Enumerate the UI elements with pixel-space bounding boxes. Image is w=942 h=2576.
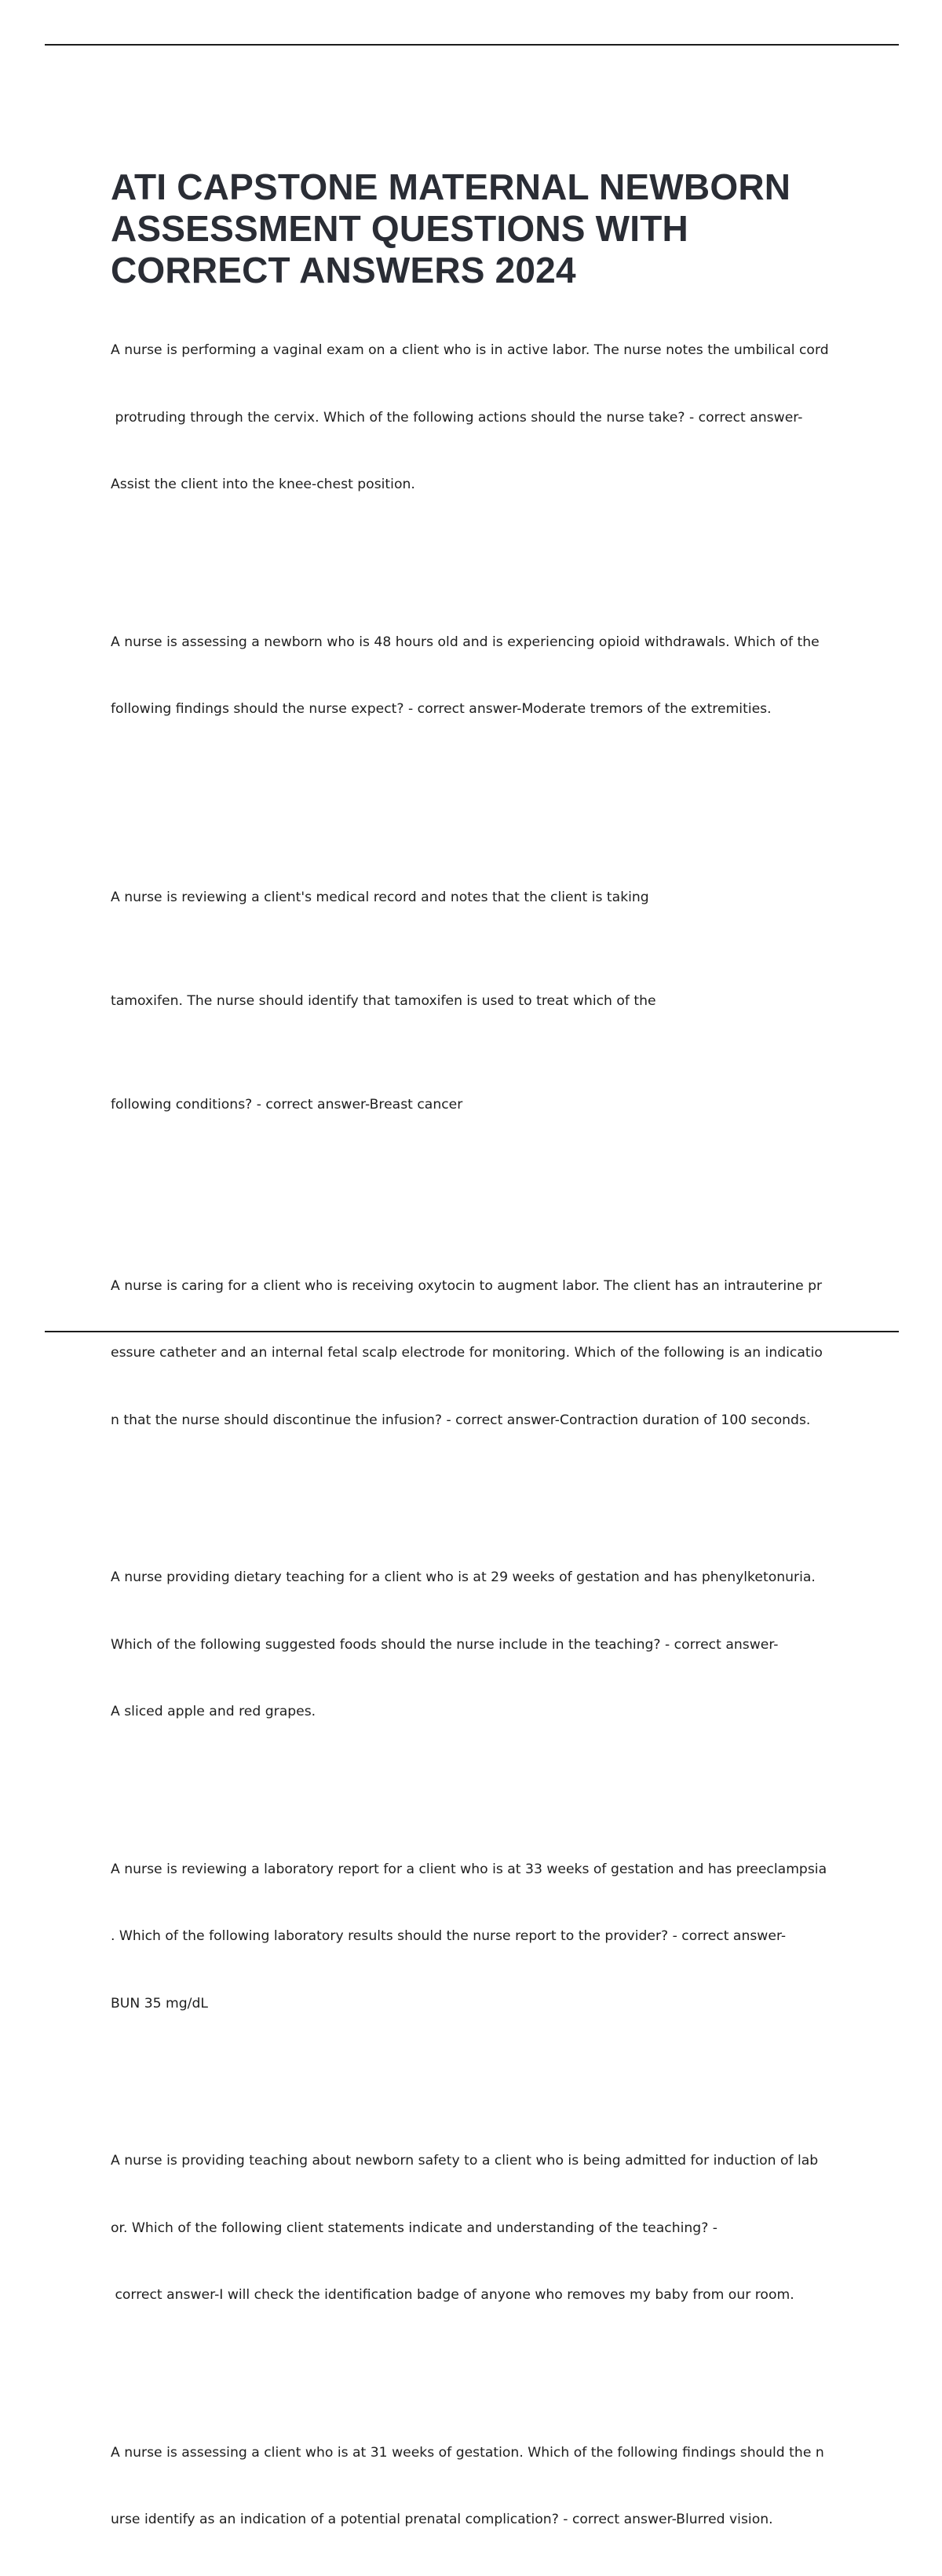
- title-line: ATI CAPSTONE MATERNAL NEWBORN: [111, 166, 791, 207]
- spacer: [111, 2351, 841, 2397]
- qa-line: A nurse is assessing a newborn who is 48 hours old and is experiencing opioid withdrawals. Which of the: [111, 634, 820, 650]
- spacer: [111, 2059, 841, 2105]
- qa-item-1: [111, 294, 841, 541]
- qa-line: Assist the client into the knee-chest position.: [111, 477, 415, 492]
- spacer: [111, 1768, 841, 1814]
- qa-line: following conditions? - correct answer-Breast cancer: [111, 1096, 463, 1113]
- qa-line: tamoxifen. The nurse should identify that tamoxifen is used to treat which of the: [111, 992, 656, 1009]
- title-line: ASSESSMENT QUESTIONS WITH: [111, 208, 688, 249]
- qa-line: following findings should the nurse expect? - correct answer-Moderate tremors of the extremities.: [111, 701, 772, 717]
- qa-line: Which of the following suggested foods should the nurse include in the teaching? - correct answer-: [111, 1636, 779, 1653]
- qa-line: A sliced apple and red grapes.: [111, 1704, 316, 1719]
- qa-line: correct answer-I will check the identification badge of anyone who removes my baby from our room.: [111, 2287, 794, 2303]
- qa-line: A nurse is assessing a client who is at 31 weeks of gestation. Which of the following findings should the n: [111, 2444, 824, 2461]
- document-title: [111, 166, 841, 291]
- qa-line: essure catheter and an internal fetal scalp electrode for monitoring. Which of the following is an indicatio: [111, 1345, 823, 1361]
- spacer: [111, 541, 841, 586]
- qa-line: A nurse providing dietary teaching for a client who is at 29 weeks of gestation and has phenylketonuria.: [111, 1569, 816, 1585]
- qa-item-5: [111, 1522, 841, 1768]
- qa-item-8: [111, 2397, 841, 2576]
- qa-item-7: [111, 2105, 841, 2351]
- qa-line: A nurse is performing a vaginal exam on a client who is in active labor. The nurse notes the umbilical cord: [111, 342, 829, 358]
- qa-line: A nurse is providing teaching about newborn safety to a client who is being admitted for induction of lab: [111, 2153, 819, 2169]
- qa-line: or. Which of the following client statements indicate and understanding of the teaching? -: [111, 2220, 717, 2236]
- qa-item-4: [111, 1230, 841, 1477]
- qa-item-3: [111, 811, 841, 1191]
- qa-line: urse identify as an indication of a potential prenatal complication? - correct answer-Blurred vision.: [111, 2512, 773, 2527]
- qa-line: . Which of the following laboratory results should the nurse report to the provider? - correct answer-: [111, 1928, 787, 1944]
- qa-line: BUN 35 mg/dL: [111, 1995, 208, 2011]
- qa-item-2: [111, 586, 841, 765]
- qa-line: protruding through the cervix. Which of the following actions should the nurse take? - correct answer-: [111, 409, 803, 426]
- document-body: [111, 166, 841, 2576]
- qa-line: A nurse is reviewing a client's medical record and notes that the client is taking: [111, 889, 649, 905]
- qa-item-6: [111, 1814, 841, 2060]
- qa-line: A nurse is reviewing a laboratory report for a client who is at 33 weeks of gestation and has preeclampsia: [111, 1861, 827, 1877]
- qa-line: A nurse is caring for a client who is receiving oxytocin to augment labor. The client has an intrauterine pr: [111, 1277, 823, 1294]
- spacer: [111, 1191, 841, 1230]
- qa-line: n that the nurse should discontinue the infusion? - correct answer-Contraction duration of 100 seconds.: [111, 1412, 811, 1428]
- spacer: [111, 765, 841, 811]
- top-rule: [45, 44, 899, 46]
- title-line: CORRECT ANSWERS 2024: [111, 250, 576, 290]
- spacer: [111, 1476, 841, 1522]
- bottom-rule: [45, 1331, 899, 1332]
